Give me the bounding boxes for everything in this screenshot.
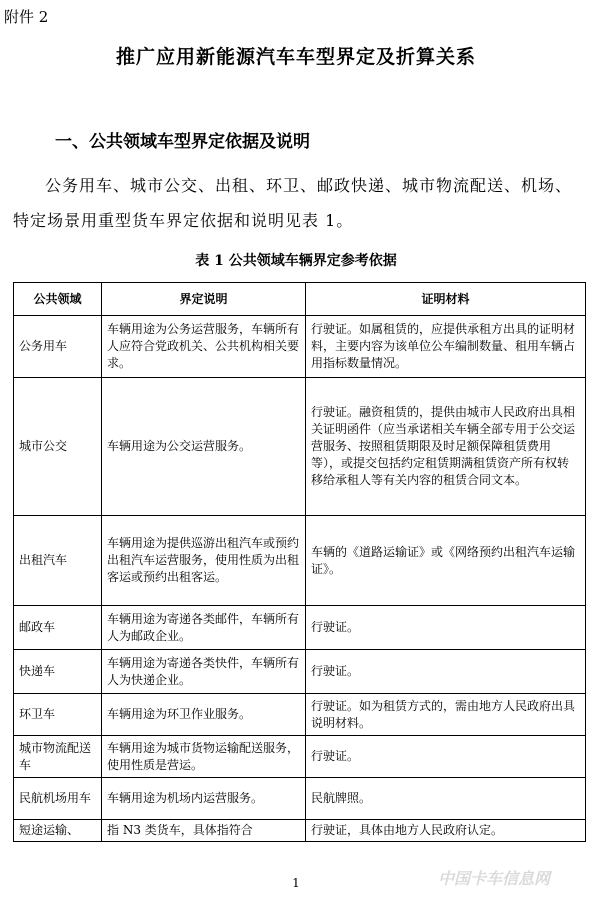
cell-proof: 行驶证，具体由地方人民政府认定。: [306, 820, 586, 842]
table-row: [14, 378, 586, 516]
document-title: 推广应用新能源汽车车型界定及折算关系: [115, 46, 476, 68]
cell-proof: 行驶证。如为租赁方式的，需由地方人民政府出具说明材料。: [306, 694, 586, 736]
attachment-label: 附件 2: [4, 8, 49, 26]
page-number: 1: [292, 876, 300, 890]
table-row: [14, 694, 586, 736]
cell-field: 邮政车: [14, 606, 102, 650]
section-heading: 一、公共领域车型界定依据及说明: [55, 132, 310, 152]
cell-proof: 车辆的《道路运输证》或《网络预约出租汽车运输证》。: [306, 516, 586, 606]
cell-definition: 指 N3 类货车，具体指符合: [102, 820, 306, 842]
cell-proof: 民航牌照。: [306, 778, 586, 820]
cell-definition: 车辆用途为环卫作业服务。: [102, 694, 306, 736]
cell-field: 城市物流配送车: [14, 736, 102, 778]
cell-definition: 车辆用途为公务运营服务，车辆所有人应符合党政机关、公共机构相关要求。: [102, 316, 306, 378]
cell-definition: 车辆用途为寄递各类邮件，车辆所有人为邮政企业。: [102, 606, 306, 650]
cell-field: 出租汽车: [14, 516, 102, 606]
vehicle-definition-table: [13, 282, 586, 842]
header-public-field: 公共领域: [14, 283, 102, 316]
cell-field: 民航机场用车: [14, 778, 102, 820]
cell-definition: 车辆用途为寄递各类快件，车辆所有人为快递企业。: [102, 650, 306, 694]
cell-proof: 行驶证。如属租赁的，应提供承租方出具的证明材料，主要内容为该单位公车编制数量、租用车辆占用指标数量情况。: [306, 316, 586, 378]
cell-proof: 行驶证。: [306, 650, 586, 694]
cell-field: 快递车: [14, 650, 102, 694]
cell-proof: 行驶证。: [306, 606, 586, 650]
cell-field: 公务用车: [14, 316, 102, 378]
table-row: [14, 736, 586, 778]
header-definition: 界定说明: [102, 283, 306, 316]
table-row: [14, 650, 586, 694]
table-row: [14, 606, 586, 650]
cell-definition: 车辆用途为城市货物运输配送服务，使用性质是营运。: [102, 736, 306, 778]
table-row: [14, 516, 586, 606]
cell-definition: 车辆用途为提供巡游出租汽车或预约出租汽车运营服务，使用性质为出租客运或预约出租客运。: [102, 516, 306, 606]
cell-field: 城市公交: [14, 378, 102, 516]
cell-field: 环卫车: [14, 694, 102, 736]
table-caption: 表 1 公共领域车辆界定参考依据: [195, 253, 397, 269]
table-row: [14, 778, 586, 820]
cell-definition: 车辆用途为公交运营服务。: [102, 378, 306, 516]
table-row: [14, 316, 586, 378]
table-header-row: [14, 283, 586, 316]
header-proof: 证明材料: [306, 283, 586, 316]
cell-proof: 行驶证。: [306, 736, 586, 778]
cell-field: 短途运输、: [14, 820, 102, 842]
watermark-logo: 中国卡车信息网: [438, 869, 551, 888]
table-row: [14, 820, 586, 842]
cell-definition: 车辆用途为机场内运营服务。: [102, 778, 306, 820]
intro-paragraph: 公务用车、城市公交、出租、环卫、邮政快递、城市物流配送、机场、特定场景用重型货车界定依据和说明见表 1。: [13, 176, 573, 230]
cell-proof: 行驶证。融资租赁的，提供由城市人民政府出具相关证明函件（应当承诺相关车辆全部专用于公交运营服务、按照租赁期限及时足额保障租赁费用等），或提交包括约定租赁期满租赁资产所有权转移给承租人等有关内容的租赁合同文本。: [306, 378, 586, 516]
